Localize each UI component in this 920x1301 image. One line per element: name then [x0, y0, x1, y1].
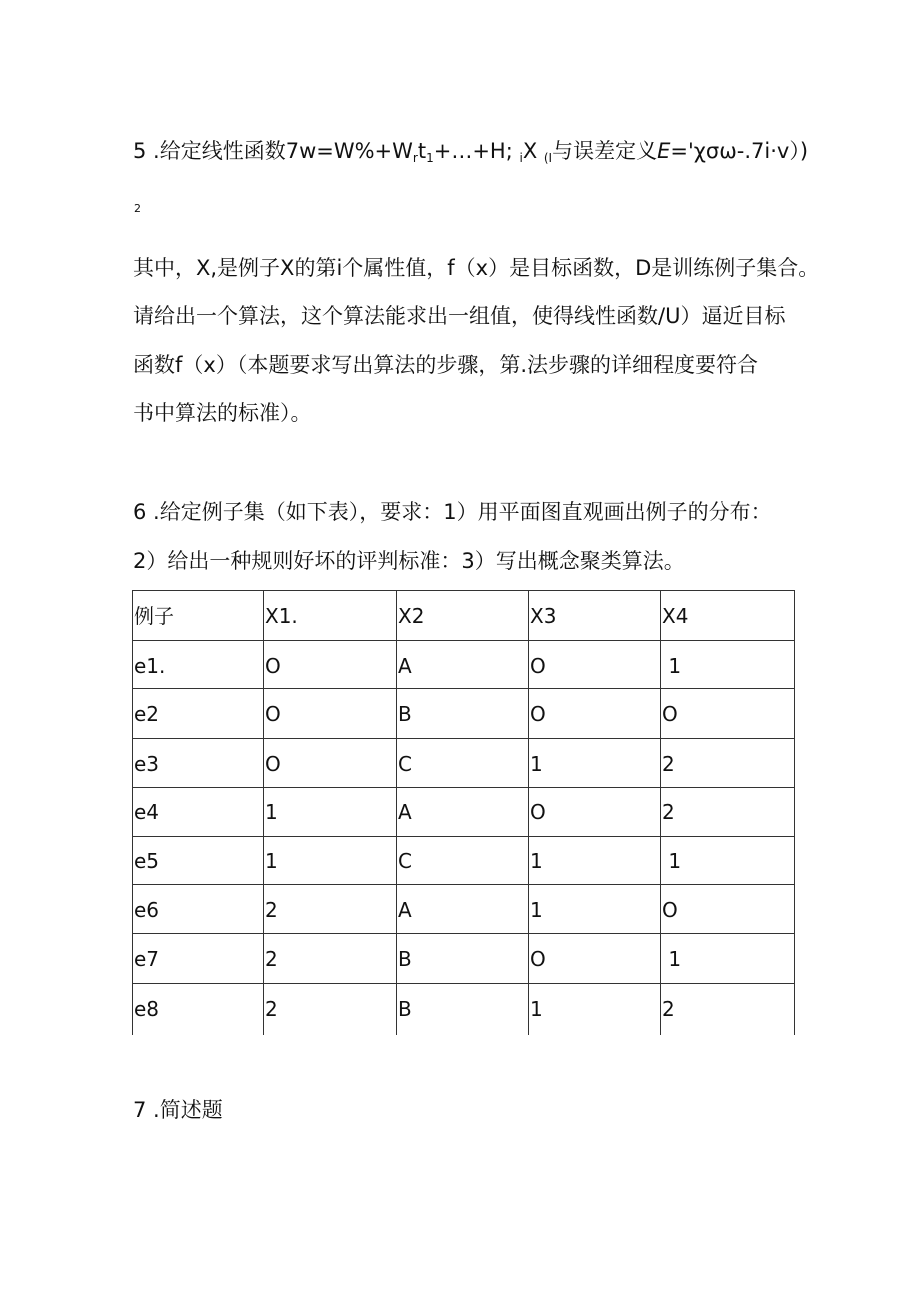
table-cell: A	[398, 654, 412, 678]
q5-text-line: 书中算法的标准）。	[133, 401, 312, 425]
q5-formula-part: X	[522, 139, 544, 163]
table-cell: A	[398, 800, 412, 824]
table-grid-line	[132, 590, 133, 1035]
table-cell: e7	[134, 947, 160, 971]
table-grid-line	[132, 836, 795, 837]
q6-text-line: 6 .给定例子集（如下表），要求：1）用平面图直观画出例子的分布：	[133, 500, 772, 524]
q5-text-line: 函数f（x）（本题要求写出算法的步骤，第.法步骤的详细程度要符合	[133, 353, 758, 377]
q5-formula-part: 5 .给定线性函数7w=W%+W	[133, 139, 413, 163]
table-cell: 1	[530, 752, 543, 776]
table-grid-line	[132, 738, 795, 739]
table-cell: 2	[662, 997, 675, 1021]
examples-table	[132, 590, 795, 1035]
table-cell: O	[530, 800, 546, 824]
q5-formula-sub: 1	[426, 151, 434, 165]
table-cell: B	[398, 702, 412, 726]
table-cell: O	[265, 702, 281, 726]
table-cell: e8	[134, 997, 160, 1021]
table-cell: O	[530, 947, 546, 971]
q5-formula-sub: i	[519, 151, 523, 165]
table-cell: O	[530, 654, 546, 678]
q5-formula-part: 与误差定义	[552, 139, 658, 163]
q6-text-line: 2）给出一种规则好坏的评判标准：3）写出概念聚类算法。	[133, 549, 685, 573]
table-grid-line	[132, 983, 795, 984]
table-cell: 1	[265, 800, 278, 824]
table-cell: 2	[265, 947, 278, 971]
q5-text-line: 其中，X,是例子X的第i个属性值，f（x）是目标函数，D是训练例子集合。	[133, 256, 820, 280]
q5-formula-line	[133, 141, 808, 164]
q5-footnote-mark: 2	[134, 202, 141, 215]
table-grid-line	[132, 590, 795, 591]
table-cell: O	[530, 702, 546, 726]
table-cell: O	[662, 702, 678, 726]
table-grid-line	[263, 590, 264, 1035]
table-cell: C	[398, 752, 412, 776]
table-cell: 1	[662, 947, 682, 971]
table-cell: 2	[662, 800, 675, 824]
table-cell: O	[265, 752, 281, 776]
table-cell: A	[398, 898, 412, 922]
table-cell: 1	[662, 654, 682, 678]
table-cell: e1.	[134, 654, 166, 678]
table-cell: 1	[530, 849, 543, 873]
table-cell: 1	[530, 898, 543, 922]
q5-formula-part: +…+H;	[433, 139, 520, 163]
table-cell: e3	[134, 752, 160, 776]
table-grid-line	[396, 590, 397, 1035]
table-header-cell: 例子	[134, 604, 174, 628]
table-cell: e2	[134, 702, 160, 726]
table-grid-line	[132, 787, 795, 788]
table-cell: C	[398, 849, 412, 873]
table-header-cell: X1.	[265, 604, 298, 628]
table-grid-line	[132, 688, 795, 689]
q7-heading: 7 .简述题	[133, 1098, 223, 1122]
table-grid-line	[132, 884, 795, 885]
table-grid-line	[660, 590, 661, 1035]
table-grid-line	[132, 640, 795, 641]
table-cell: 2	[265, 898, 278, 922]
table-header-cell: X2	[398, 604, 425, 628]
table-header-cell: X3	[530, 604, 557, 628]
table-grid-line	[794, 590, 795, 1035]
q5-formula-sub: r	[412, 151, 418, 165]
table-cell: O	[662, 898, 678, 922]
table-cell: 1	[530, 997, 543, 1021]
q5-formula-part: 'χσω-.7i·v）)	[687, 139, 809, 163]
table-grid-line	[132, 933, 795, 934]
table-grid-line	[528, 590, 529, 1035]
table-cell: O	[265, 654, 281, 678]
table-cell: e5	[134, 849, 160, 873]
table-cell: 1	[265, 849, 278, 873]
table-cell: e6	[134, 898, 160, 922]
q5-formula-part: t	[417, 139, 427, 163]
table-header-cell: X4	[662, 604, 689, 628]
q5-formula-sub: (I	[543, 151, 553, 165]
table-cell: 1	[662, 849, 682, 873]
q5-formula-part: E=	[657, 139, 688, 163]
table-cell: B	[398, 947, 412, 971]
table-cell: 2	[662, 752, 675, 776]
table-cell: 2	[265, 997, 278, 1021]
table-cell: B	[398, 997, 412, 1021]
q5-text-line: 请给出一个算法，这个算法能求出一组值，使得线性函数/U）逼近目标	[133, 304, 786, 328]
table-cell: e4	[134, 800, 160, 824]
